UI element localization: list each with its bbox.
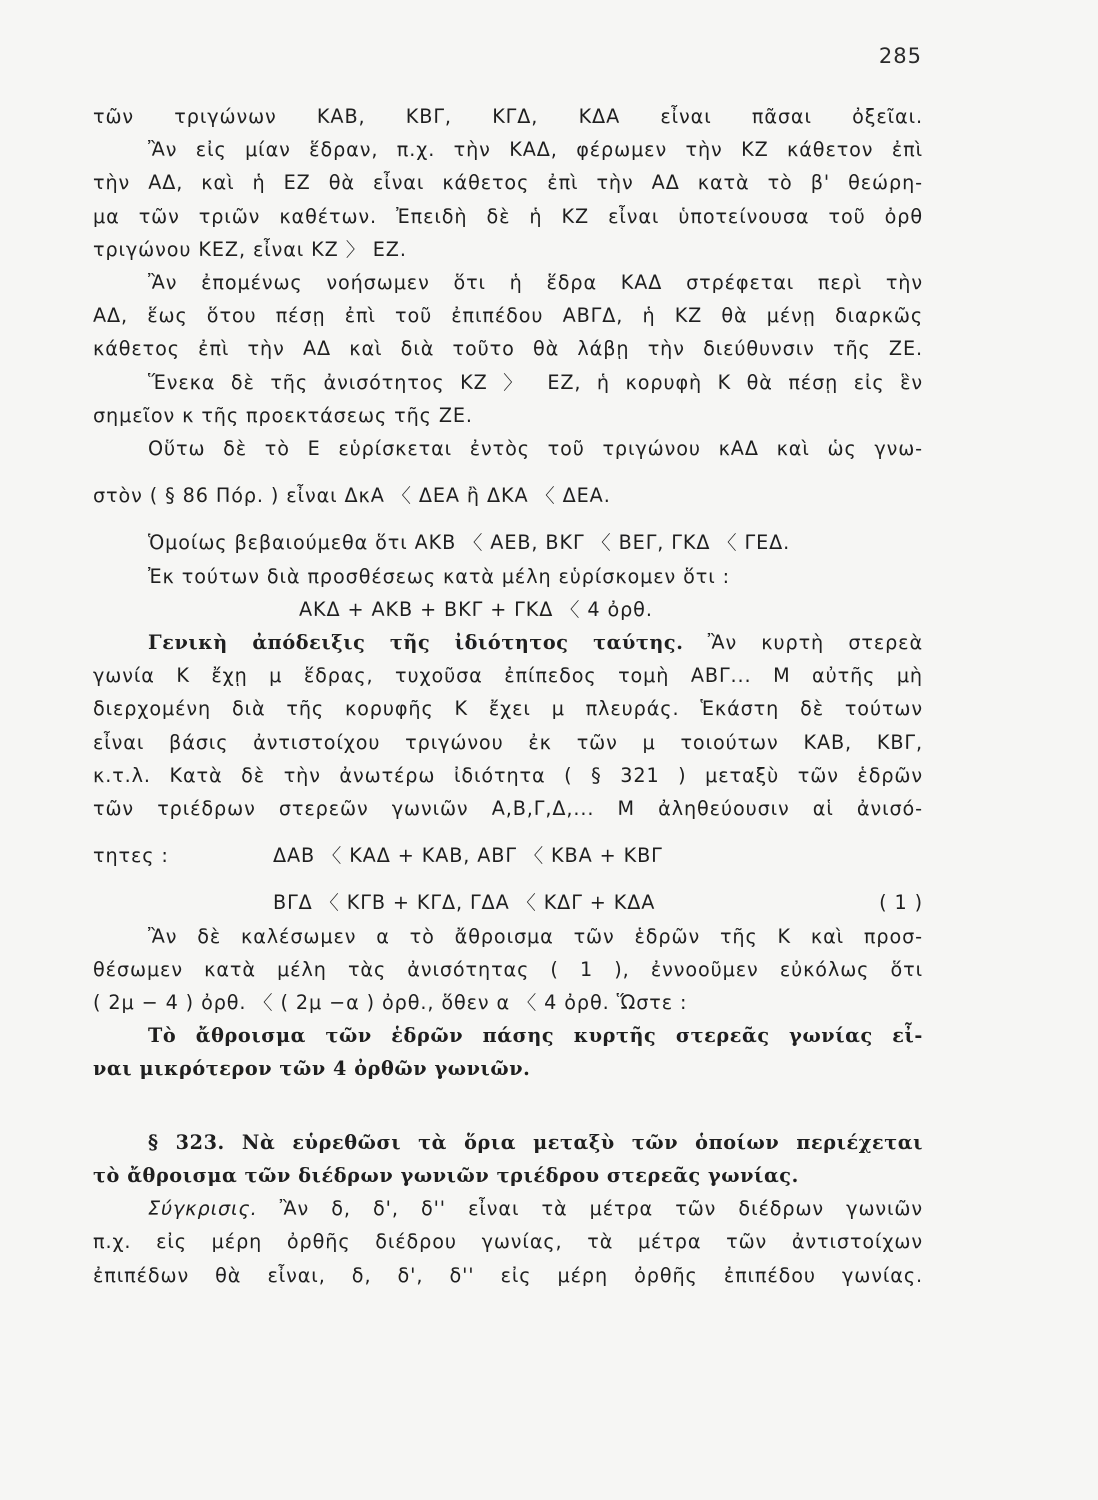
section-heading: τὸ ἄθροισμα τῶν διέδρων γωνιῶν τριέδρου στερεᾶς γωνίας. xyxy=(93,1163,799,1187)
text-line: Ἂν δὲ καλέσωμεν α τὸ ἄθροισμα τῶν ἑδρῶν τῆς Κ καὶ προσ- xyxy=(148,924,923,948)
text-span: Ἂν κυρτὴ στερεὰ xyxy=(707,631,923,655)
text-line: διερχομένη διὰ τῆς κορυφῆς Κ ἔχει μ πλευράς. Ἑκάστη δὲ τούτων xyxy=(93,697,923,721)
text-line: Ἂν εἰς μίαν ἕδραν, π.χ. τὴν ΚΑΔ, φέρωμεν τὴν ΚΖ κάθετον ἐπὶ xyxy=(148,138,923,162)
text-line: κ.τ.λ. Κατὰ δὲ τὴν ἀνωτέρω ἰδιότητα ( § 321 ) μεταξὺ τῶν ἑδρῶν xyxy=(93,763,923,787)
text-line: τριγώνου ΚΕΖ, εἶναι ΚΖ 〉 ΕΖ. xyxy=(93,237,407,261)
text-line: μα τῶν τριῶν καθέτων. Ἐπειδὴ δὲ ἡ ΚΖ εἶναι ὑποτείνουσα τοῦ ὀρθ xyxy=(93,204,923,228)
italic-label: Σύγκρισις. xyxy=(148,1197,258,1221)
theorem-line: Τὸ ἄθροισμα τῶν ἑδρῶν πάσης κυρτῆς στερεᾶς γωνίας εἶ- xyxy=(148,1024,923,1048)
text-line: τὴν ΑΔ, καὶ ἡ ΕΖ θὰ εἶναι κάθετος ἐπὶ τὴν ΑΔ κατὰ τὸ β' θεώρη- xyxy=(93,171,923,195)
formula: ΔΑΒ 〈 ΚΑΔ + ΚΑΒ, ΑΒΓ 〈 ΚΒΑ + ΚΒΓ xyxy=(273,844,663,868)
text-line: Ἂν ἐπομένως νοήσωμεν ὅτι ἡ ἕδρα ΚΑΔ στρέφεται περὶ τὴν xyxy=(148,271,923,295)
text-line: Ἐκ τούτων διὰ προσθέσεως κατὰ μέλη εὑρίσκομεν ὅτι : xyxy=(148,564,731,588)
bold-heading: Γενικὴ ἀπόδειξις τῆς ἰδιότητος ταύτης. xyxy=(148,631,684,655)
text-line: θέσωμεν κατὰ μέλη τὰς ἀνισότητας ( 1 ), ἐννοοῦμεν εὐκόλως ὅτι xyxy=(93,957,923,981)
text-line xyxy=(93,1192,923,1225)
formula-sum: ΑΚΔ + ΑΚΒ + ΒΚΓ + ΓΚΔ 〈 4 ὀρθ. xyxy=(299,597,653,621)
text-span: τητες : xyxy=(93,844,169,868)
inequalities-row-1 xyxy=(93,839,923,872)
section-heading: § 323. Νὰ εὑρεθῶσι τὰ ὅρια μεταξὺ τῶν ὁποίων περιέχεται xyxy=(148,1130,923,1154)
formula: ΒΓΔ 〈 ΚΓΒ + ΚΓΔ, ΓΔΑ 〈 ΚΔΓ + ΚΔΑ xyxy=(273,891,656,915)
text-line: κάθετος ἐπὶ τὴν ΑΔ καὶ διὰ τοῦτο θὰ λάβῃ τὴν διεύθυνσιν τῆς ΖΕ. xyxy=(93,337,923,361)
text-line: εἶναι βάσις ἀντιστοίχου τριγώνου ἐκ τῶν μ τοιούτων ΚΑΒ, ΚΒΓ, xyxy=(93,730,923,754)
text-line: στὸν ( § 86 Πόρ. ) εἶναι ΔκΑ 〈 ΔΕΑ ἢ ΔΚΑ 〈 ΔΕΑ. xyxy=(93,484,611,508)
text-line: Ὁμοίως βεβαιούμεθα ὅτι ΑΚΒ 〈 ΑΕΒ, ΒΚΓ 〈 ΒΕΓ, ΓΚΔ 〈 ΓΕΔ. xyxy=(148,531,791,555)
text-line: Οὕτω δὲ τὸ Ε εὑρίσκεται ἐντὸς τοῦ τριγώνου κΑΔ καὶ ὡς γνω- xyxy=(148,437,923,461)
inequalities-row-2 xyxy=(93,886,923,919)
text-line: ἐπιπέδων θὰ εἶναι, δ, δ', δ'' εἰς μέρη ὀρθῆς ἐπιπέδου γωνίας. xyxy=(93,1263,923,1287)
text-line: τῶν τριγώνων ΚΑΒ, ΚΒΓ, ΚΓΔ, ΚΔΑ εἶναι πᾶσαι ὀξεῖαι. xyxy=(93,105,923,128)
theorem-line: ναι μικρότερον τῶν 4 ὀρθῶν γωνιῶν. xyxy=(93,1057,531,1081)
text-line xyxy=(93,626,923,659)
page-number: 285 xyxy=(878,44,922,68)
text-line: τῶν τριέδρων στερεῶν γωνιῶν Α,Β,Γ,Δ,... Μ ἀληθεύουσιν αἱ ἀνισό- xyxy=(93,797,923,821)
text-line: π.χ. εἰς μέρη ὀρθῆς διέδρου γωνίας, τὰ μέτρα τῶν ἀντιστοίχων xyxy=(93,1230,923,1254)
page-text xyxy=(93,100,923,1292)
text-span: Ἂν δ, δ', δ'' εἶναι τὰ μέτρα τῶν διέδρων γωνιῶν xyxy=(279,1197,924,1221)
text-line: ( 2μ − 4 ) ὀρθ. 〈 ( 2μ −α ) ὀρθ., ὅθεν α 〈 4 ὀρθ. Ὥστε : xyxy=(93,991,688,1015)
text-line: σημεῖον κ τῆς προεκτάσεως τῆς ΖΕ. xyxy=(93,403,473,427)
text-line: γωνία Κ ἔχῃ μ ἕδρας, τυχοῦσα ἐπίπεδος τομὴ ΑΒΓ... Μ αὐτῆς μὴ xyxy=(93,664,923,688)
text-line: ΑΔ, ἕως ὅτου πέσῃ ἐπὶ τοῦ ἐπιπέδου ΑΒΓΔ, ἡ ΚΖ θὰ μένῃ διαρκῶς xyxy=(93,304,923,328)
equation-number: ( 1 ) xyxy=(879,891,923,915)
text-line: Ἕνεκα δὲ τῆς ἀνισότητος ΚΖ 〉 ΕΖ, ἡ κορυφὴ Κ θὰ πέσῃ εἰς ἓν xyxy=(148,370,923,394)
